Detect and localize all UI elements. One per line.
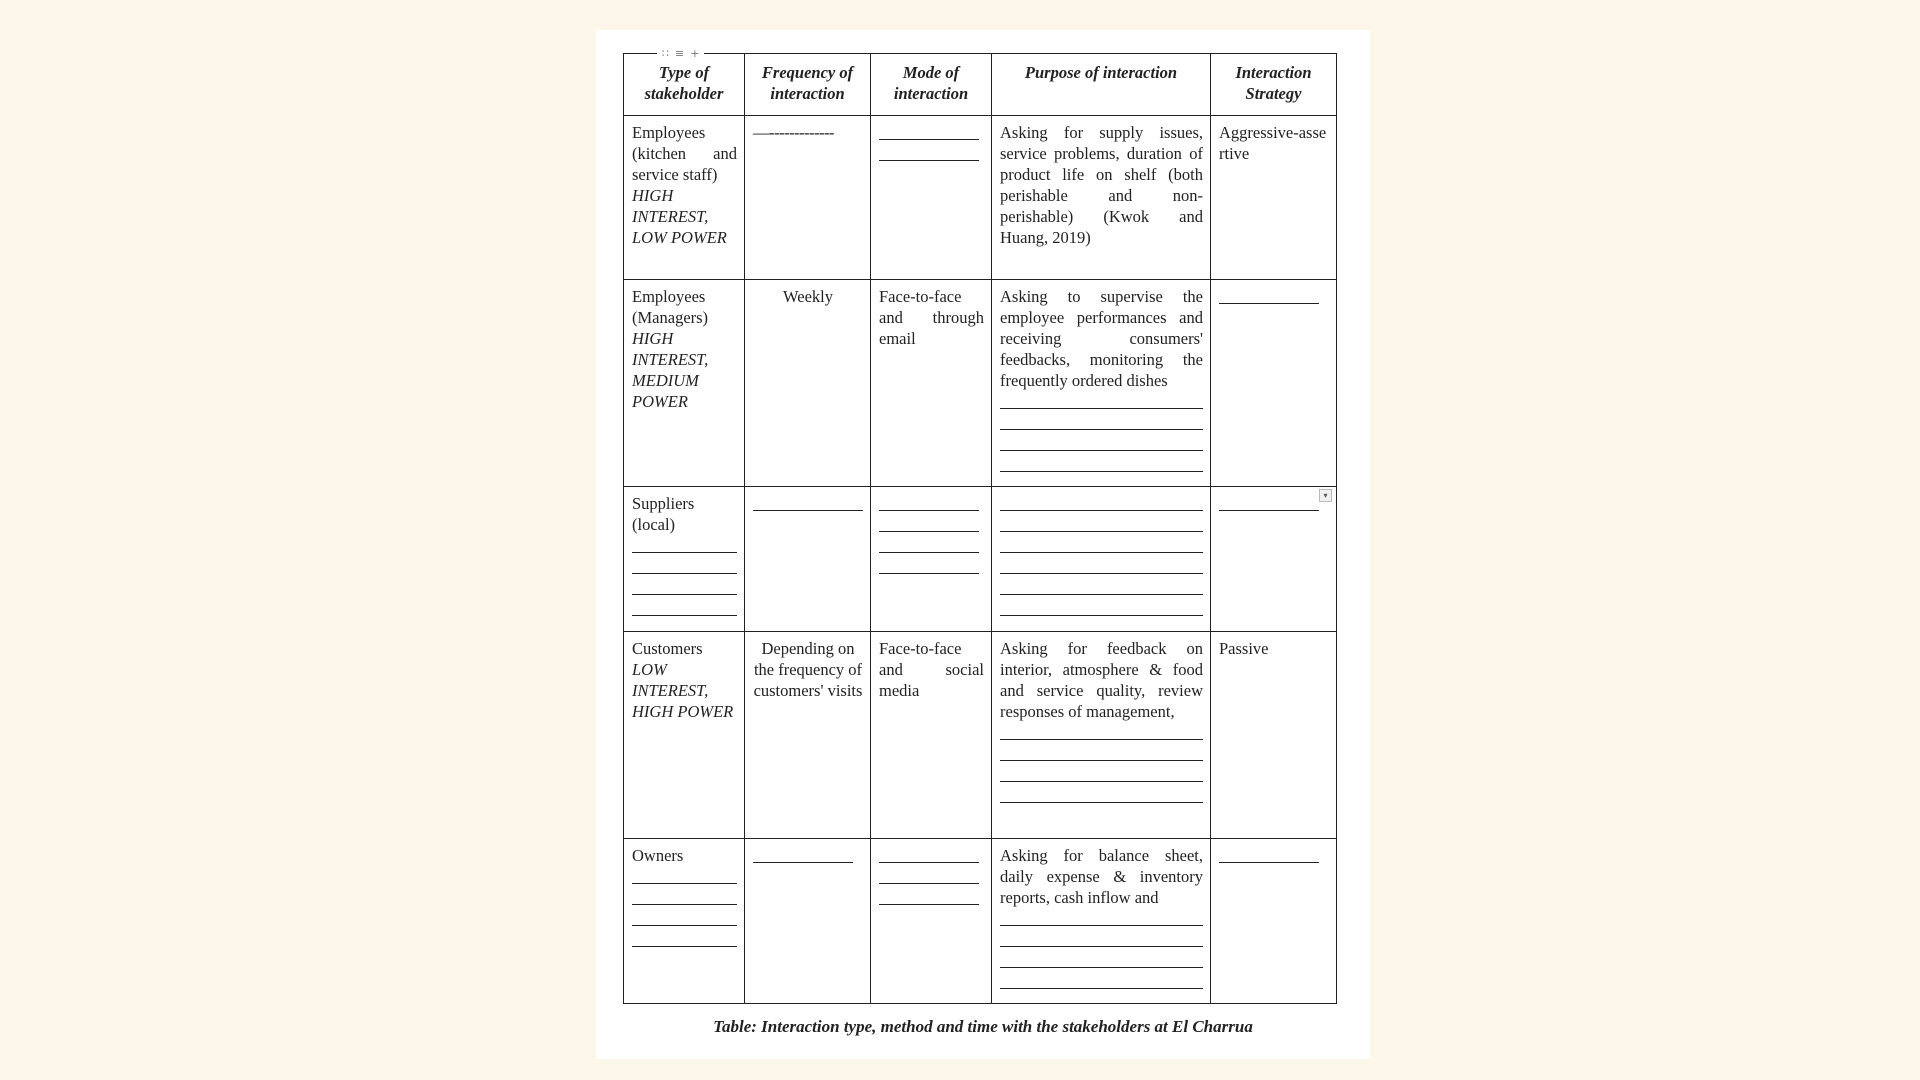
- strategy-text: Aggressive-assertive: [1219, 123, 1327, 163]
- purpose-text: Asking for feedback on interior, atmosphere & food and service quality, review responses of management,: [1000, 639, 1203, 721]
- blank-line: [632, 887, 737, 908]
- cell-type[interactable]: [624, 280, 745, 487]
- cell-mode[interactable]: [871, 116, 992, 280]
- purpose-text: Asking for supply issues, service problems, duration of product life on shelf (both perishable and non-perishable) (Kwok and Huang, 2019): [1000, 123, 1203, 247]
- blank-line: [879, 514, 984, 535]
- blank-line: [632, 556, 737, 577]
- blank-line: [753, 493, 863, 514]
- blank-line: [879, 493, 984, 514]
- add-column-icon[interactable]: +: [690, 46, 700, 60]
- blank-line: [1000, 722, 1203, 743]
- blank-line: [632, 598, 737, 619]
- blank-line: [879, 143, 984, 164]
- stakeholder-name: Employees (kitchen and service staff): [632, 123, 737, 184]
- blank-line: [632, 908, 737, 929]
- cell-frequency[interactable]: [745, 839, 871, 1004]
- blank-line: [1000, 412, 1203, 433]
- blank-line: [1000, 433, 1203, 454]
- blank-line: [1219, 286, 1329, 307]
- blank-line: [1000, 391, 1203, 412]
- cell-frequency[interactable]: [745, 116, 871, 280]
- blank-line: [1000, 535, 1203, 556]
- blank-line: [632, 929, 737, 950]
- mode-text: Face-to-face and social media: [879, 639, 984, 700]
- cell-type[interactable]: [624, 632, 745, 839]
- cell-type[interactable]: [624, 116, 745, 280]
- align-menu-icon[interactable]: ≡: [675, 46, 685, 60]
- drag-handle-icon[interactable]: ∷: [662, 46, 669, 60]
- mode-text: Face-to-face and through email: [879, 287, 984, 348]
- table-row: [624, 116, 1337, 280]
- blank-line: [879, 535, 984, 556]
- cell-purpose[interactable]: [992, 487, 1211, 632]
- blank-line: [1000, 929, 1203, 950]
- table-header-row: [624, 54, 1337, 116]
- stakeholder-classification: HIGH INTEREST, LOW POWER: [632, 186, 727, 247]
- stakeholder-classification: HIGH INTEREST, MEDIUM POWER: [632, 329, 709, 411]
- cell-mode[interactable]: [871, 280, 992, 487]
- frequency-text: Depending on the frequency of customers' visits: [753, 639, 863, 700]
- blank-line: [879, 866, 984, 887]
- blank-line: [1000, 514, 1203, 535]
- blank-line: [632, 535, 737, 556]
- cell-strategy[interactable]: [1211, 280, 1337, 487]
- frequency-text: —-------------: [753, 123, 834, 142]
- stakeholder-name: Owners: [632, 846, 684, 865]
- stakeholder-name: Suppliers (local): [632, 494, 695, 534]
- cell-mode[interactable]: [871, 487, 992, 632]
- blank-line: [1000, 764, 1203, 785]
- stakeholder-table: [623, 53, 1337, 1004]
- stakeholder-name: Customers: [632, 639, 703, 658]
- table-row: [624, 280, 1337, 487]
- table-row: [624, 632, 1337, 839]
- header-purpose[interactable]: Purpose of interaction: [992, 54, 1211, 116]
- header-strategy[interactable]: Interaction Strategy: [1211, 54, 1337, 116]
- cell-frequency[interactable]: [745, 632, 871, 839]
- blank-line: [632, 577, 737, 598]
- cell-dropdown-icon[interactable]: ▾: [1319, 489, 1332, 502]
- cell-strategy[interactable]: [1211, 487, 1337, 632]
- blank-line: [1000, 743, 1203, 764]
- table-handle[interactable]: [657, 47, 704, 59]
- blank-line: [879, 845, 984, 866]
- cell-strategy[interactable]: [1211, 632, 1337, 839]
- purpose-text: Asking to supervise the employee performances and receiving consumers' feedbacks, monitoring the frequently ordered dishes: [1000, 287, 1203, 390]
- stakeholder-name: Employees (Managers): [632, 287, 709, 327]
- cell-strategy[interactable]: [1211, 116, 1337, 280]
- cell-purpose[interactable]: [992, 280, 1211, 487]
- table-caption: Table: Interaction type, method and time with the stakeholders at El Charrua: [713, 1017, 1253, 1036]
- blank-line: [1000, 950, 1203, 971]
- blank-line: [879, 556, 984, 577]
- strategy-text: Passive: [1219, 639, 1269, 658]
- blank-line: [1000, 971, 1203, 992]
- frequency-text: Weekly: [783, 287, 833, 306]
- blank-line: [632, 866, 737, 887]
- blank-line: [1000, 556, 1203, 577]
- header-mode[interactable]: Mode of interaction: [871, 54, 992, 116]
- blank-line: [879, 122, 984, 143]
- cell-purpose[interactable]: [992, 632, 1211, 839]
- blank-line: [753, 845, 863, 866]
- blank-line: [1219, 845, 1329, 866]
- header-frequency[interactable]: Frequency of interaction: [745, 54, 871, 116]
- stakeholder-classification: LOW INTEREST, HIGH POWER: [632, 660, 734, 721]
- header-type[interactable]: Type of stakeholder: [624, 54, 745, 116]
- table-row: [624, 487, 1337, 632]
- cell-type[interactable]: [624, 839, 745, 1004]
- cell-frequency[interactable]: [745, 487, 871, 632]
- cell-frequency[interactable]: [745, 280, 871, 487]
- blank-line: [1000, 785, 1203, 806]
- cell-mode[interactable]: [871, 839, 992, 1004]
- blank-line: [1000, 577, 1203, 598]
- table-row: [624, 839, 1337, 1004]
- blank-line: [1000, 908, 1203, 929]
- blank-line: [879, 887, 984, 908]
- blank-line: [1000, 493, 1203, 514]
- blank-line: [1000, 454, 1203, 475]
- purpose-text: Asking for balance sheet, daily expense & inventory reports, cash inflow and: [1000, 846, 1203, 907]
- cell-purpose[interactable]: [992, 116, 1211, 280]
- cell-purpose[interactable]: [992, 839, 1211, 1004]
- blank-line: [1219, 493, 1329, 514]
- cell-type[interactable]: [624, 487, 745, 632]
- blank-line: [1000, 598, 1203, 619]
- cell-strategy[interactable]: [1211, 839, 1337, 1004]
- cell-mode[interactable]: [871, 632, 992, 839]
